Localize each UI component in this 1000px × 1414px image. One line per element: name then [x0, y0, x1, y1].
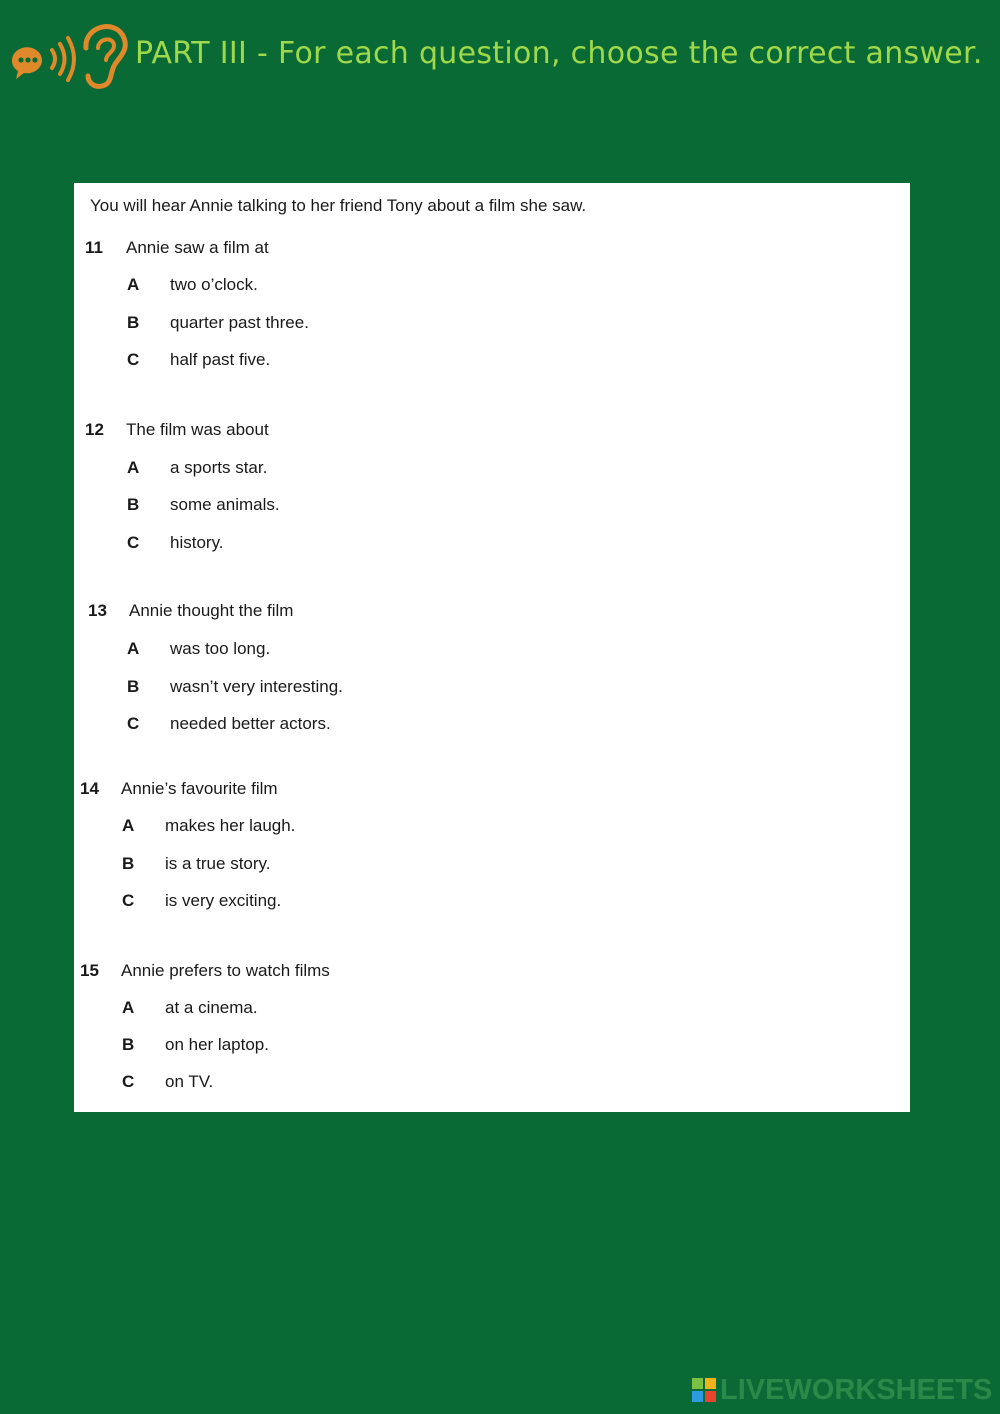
page-title: PART III - For each question, choose the correct answer.	[135, 36, 983, 71]
option-text[interactable]: a sports star.	[170, 458, 268, 477]
option-letter: B	[122, 1035, 135, 1054]
option-text[interactable]: history.	[170, 533, 224, 552]
option-letter: A	[122, 816, 135, 835]
question-stem: Annie prefers to watch films	[121, 961, 330, 980]
question-sheet	[74, 183, 910, 1112]
question-number: 13	[88, 601, 107, 620]
instructions-text: You will hear Annie talking to her friend Tony about a film she saw.	[90, 196, 587, 215]
option-text[interactable]: half past five.	[170, 350, 271, 369]
option-text[interactable]: some animals.	[170, 495, 280, 514]
question-number: 12	[85, 420, 104, 439]
page-header	[0, 0, 1000, 110]
option-text[interactable]: makes her laugh.	[165, 816, 296, 835]
question-stem: Annie’s favourite film	[121, 779, 278, 798]
listening-ear-icon	[8, 12, 132, 90]
option-letter: A	[127, 639, 140, 658]
option-text[interactable]: was too long.	[170, 639, 271, 658]
liveworksheets-logo-icon	[692, 1378, 716, 1402]
question-number: 14	[80, 779, 99, 798]
option-letter: B	[122, 854, 135, 873]
option-text[interactable]: on TV.	[165, 1072, 214, 1091]
question-number: 11	[85, 238, 103, 257]
option-letter: C	[127, 714, 140, 733]
option-letter: B	[127, 313, 140, 332]
question-stem: The film was about	[126, 420, 269, 439]
logo-text: LIVEWORKSHEETS	[720, 1374, 993, 1406]
option-text[interactable]: quarter past three.	[170, 313, 309, 332]
question-number: 15	[80, 961, 99, 980]
option-text[interactable]: two o’clock.	[170, 275, 258, 294]
option-text[interactable]: at a cinema.	[165, 998, 258, 1017]
option-letter: C	[127, 350, 140, 369]
option-letter: C	[122, 1072, 135, 1091]
option-letter: A	[127, 275, 140, 294]
option-letter: A	[127, 458, 140, 477]
question-stem: Annie thought the film	[129, 601, 294, 620]
option-letter: C	[122, 891, 135, 910]
option-letter: C	[127, 533, 140, 552]
option-letter: B	[127, 495, 140, 514]
liveworksheets-logo[interactable]	[692, 1374, 992, 1406]
option-text[interactable]: is very exciting.	[165, 891, 282, 910]
option-text[interactable]: needed better actors.	[170, 714, 331, 733]
option-text[interactable]: wasn’t very interesting.	[170, 677, 343, 696]
option-letter: A	[122, 998, 135, 1017]
option-text[interactable]: is a true story.	[165, 854, 271, 873]
option-letter: B	[127, 677, 140, 696]
option-text[interactable]: on her laptop.	[165, 1035, 269, 1054]
question-stem: Annie saw a film at	[126, 238, 269, 257]
